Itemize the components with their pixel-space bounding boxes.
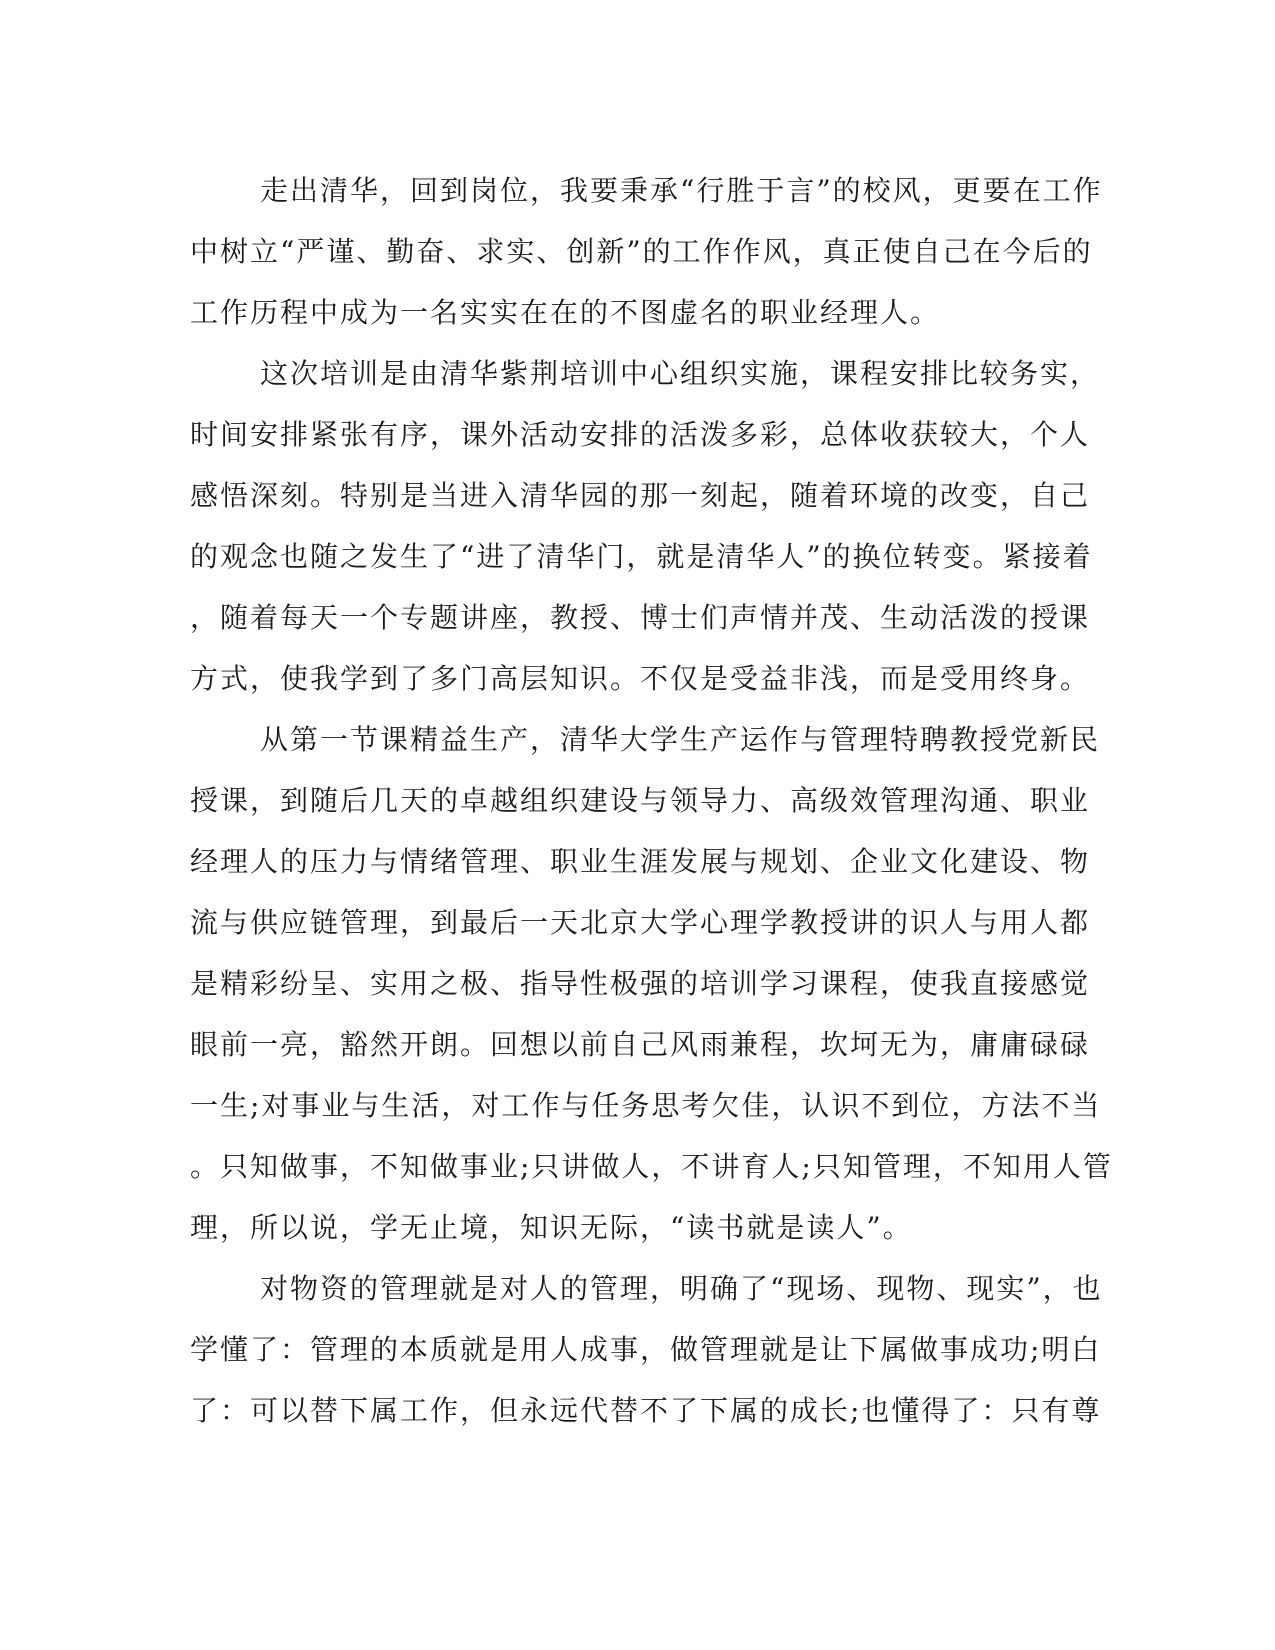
text-line: 从第一节课精益生产，清华大学生产运作与管理特聘教授党新民 [260, 723, 1101, 756]
document-body [190, 160, 1113, 1441]
text-line: 方式，使我学到了多门高层知识。不仅是受益非浅，而是受用终身。 [190, 662, 1091, 695]
text-line: 一生;对事业与生活，对工作与任务思考欠佳，认识不到位，方法不当 [190, 1089, 1102, 1122]
text-line: 时间安排紧张有序，课外活动安排的活泼多彩，总体收获较大，个人 [190, 418, 1091, 451]
text-line: 对物资的管理就是对人的管理，明确了“现场、现物、现实”，也 [260, 1272, 1103, 1305]
text-line: 眼前一亮，豁然开朗。回想以前自己风雨兼程，坎坷无为，庸庸碌碌 [190, 1028, 1091, 1061]
text-line: 感悟深刻。特别是当进入清华园的那一刻起，随着环境的改变，自己 [190, 479, 1091, 512]
text-line: 了：可以替下属工作，但永远代替不了下属的成长;也懂得了：只有尊 [190, 1394, 1102, 1427]
text-line: 这次培训是由清华紫荆培训中心组织实施，课程安排比较务实， [260, 357, 1101, 390]
text-line: 是精彩纷呈、实用之极、指导性极强的培训学习课程，使我直接感觉 [190, 967, 1091, 1000]
text-line: 学懂了：管理的本质就是用人成事，做管理就是让下属做事成功;明白 [190, 1333, 1102, 1366]
text-line: 经理人的压力与情绪管理、职业生涯发展与规划、企业文化建设、物 [190, 845, 1091, 878]
text-line: 中树立“严谨、勤奋、求实、创新”的工作作风，真正使自己在今后的 [190, 235, 1093, 268]
text-line: 走出清华，回到岗位，我要秉承“行胜于言”的校风，更要在工作 [260, 174, 1103, 207]
text-line: 工作历程中成为一名实实在在的不图虚名的职业经理人。 [190, 296, 941, 329]
text-line: 理，所以说，学无止境，知识无际，“读书就是读人”。 [190, 1211, 913, 1244]
text-line: 。只知做事，不知做事业;只讲做人，不讲育人;只知管理，不知用人管 [190, 1150, 1113, 1183]
text-line: 授课，到随后几天的卓越组织建设与领导力、高级效管理沟通、职业 [190, 784, 1091, 817]
text-line: ，随着每天一个专题讲座，教授、博士们声情并茂、生动活泼的授课 [190, 601, 1091, 634]
text-line: 的观念也随之发生了“进了清华门，就是清华人”的换位转变。紧接着 [190, 540, 1093, 573]
text-line: 流与供应链管理，到最后一天北京大学心理学教授讲的识人与用人都 [190, 906, 1091, 939]
